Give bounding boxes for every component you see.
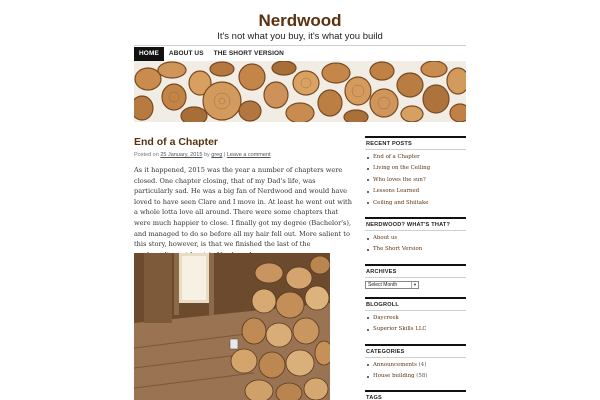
post-date-link[interactable]: 25 January, 2015 [160,152,203,158]
post-body-text: As it happened, 2015 was the year a number of chapters were closed. One chapter closing, that of my Dad's life, was particularly sad. He was a big fan of Nerdwood and would have loved to have seen Clare and I move in. At least he went out with a whole lotta love all around. There were some chapters that were much happier to close. I finally got my degree (Bachelor's), and managed to do so before all my hair fell out. More salient to this story, however, is that we finished the last of the [134,166,352,249]
leave-comment-link[interactable]: Leave a comment [226,152,271,158]
widget-title-nerdwood: NERDWOOD? WHAT'S THAT? [365,217,466,231]
widget-archives [365,264,466,289]
widget-title-recent-posts: RECENT POSTS [365,136,466,150]
archives-month-select[interactable] [365,281,419,289]
nav-item-about-us[interactable]: ABOUT US [168,50,204,57]
widget-title-archives: ARCHIVES [365,264,466,278]
blog-post [134,136,352,260]
chevron-down-icon: ▼ [411,282,418,288]
widget-title-blogroll: BLOGROLL [365,297,466,311]
category-link-announcements[interactable]: Announcements [373,361,417,368]
recent-post-link[interactable]: Lessons Learned [365,186,466,197]
category-item[interactable] [365,371,466,382]
recent-post-link[interactable]: End of a Chapter [365,152,466,163]
recent-post-link[interactable]: Living on the Ceiling [365,163,466,174]
post-author-link[interactable]: greg [211,152,223,158]
header-banner-cordwood-image [134,61,466,122]
category-item[interactable] [365,360,466,371]
widget-title-tags: TAGS [365,390,466,400]
post-title[interactable]: End of a Chapter [134,136,219,148]
widget-recent-posts [365,136,466,209]
recent-post-link[interactable]: Who loves the sun? [365,175,466,186]
post-meta-prefix: Posted on [134,152,159,158]
post-meta-separator: | [223,152,226,158]
post-meta-by: by [203,152,210,158]
category-count: (4) [418,361,427,368]
nav-item-short-version[interactable]: THE SHORT VERSION [213,50,284,57]
widget-tags [365,390,466,400]
nav-item-home[interactable]: HOME [134,47,164,61]
page-link-about-us[interactable]: About us [365,233,466,244]
page-link-short-version[interactable]: The Short Version [365,244,466,255]
site-tagline: It's not what you buy, it's what you build [217,31,383,42]
site-title[interactable]: Nerdwood [258,11,342,30]
sidebar [365,136,466,400]
recent-post-link[interactable]: Ceiling and Shiitake [365,198,466,209]
archives-select-value: Select Month [368,281,398,288]
nav-divider [134,45,466,46]
category-count: (58) [416,373,428,380]
post-meta [134,152,352,158]
widget-categories [365,344,466,383]
main-navigation [134,47,466,61]
widget-nerdwood-pages [365,217,466,256]
widget-blogroll [365,297,466,336]
post-photo-cordwood-interior [134,253,330,400]
widget-title-categories: CATEGORIES [365,344,466,358]
blogroll-link-superior-skills[interactable]: Superior Skills LLC [365,324,466,335]
category-link-house-building[interactable]: House building [373,373,415,380]
blogroll-link-daycreek[interactable]: Daycreek [365,313,466,324]
